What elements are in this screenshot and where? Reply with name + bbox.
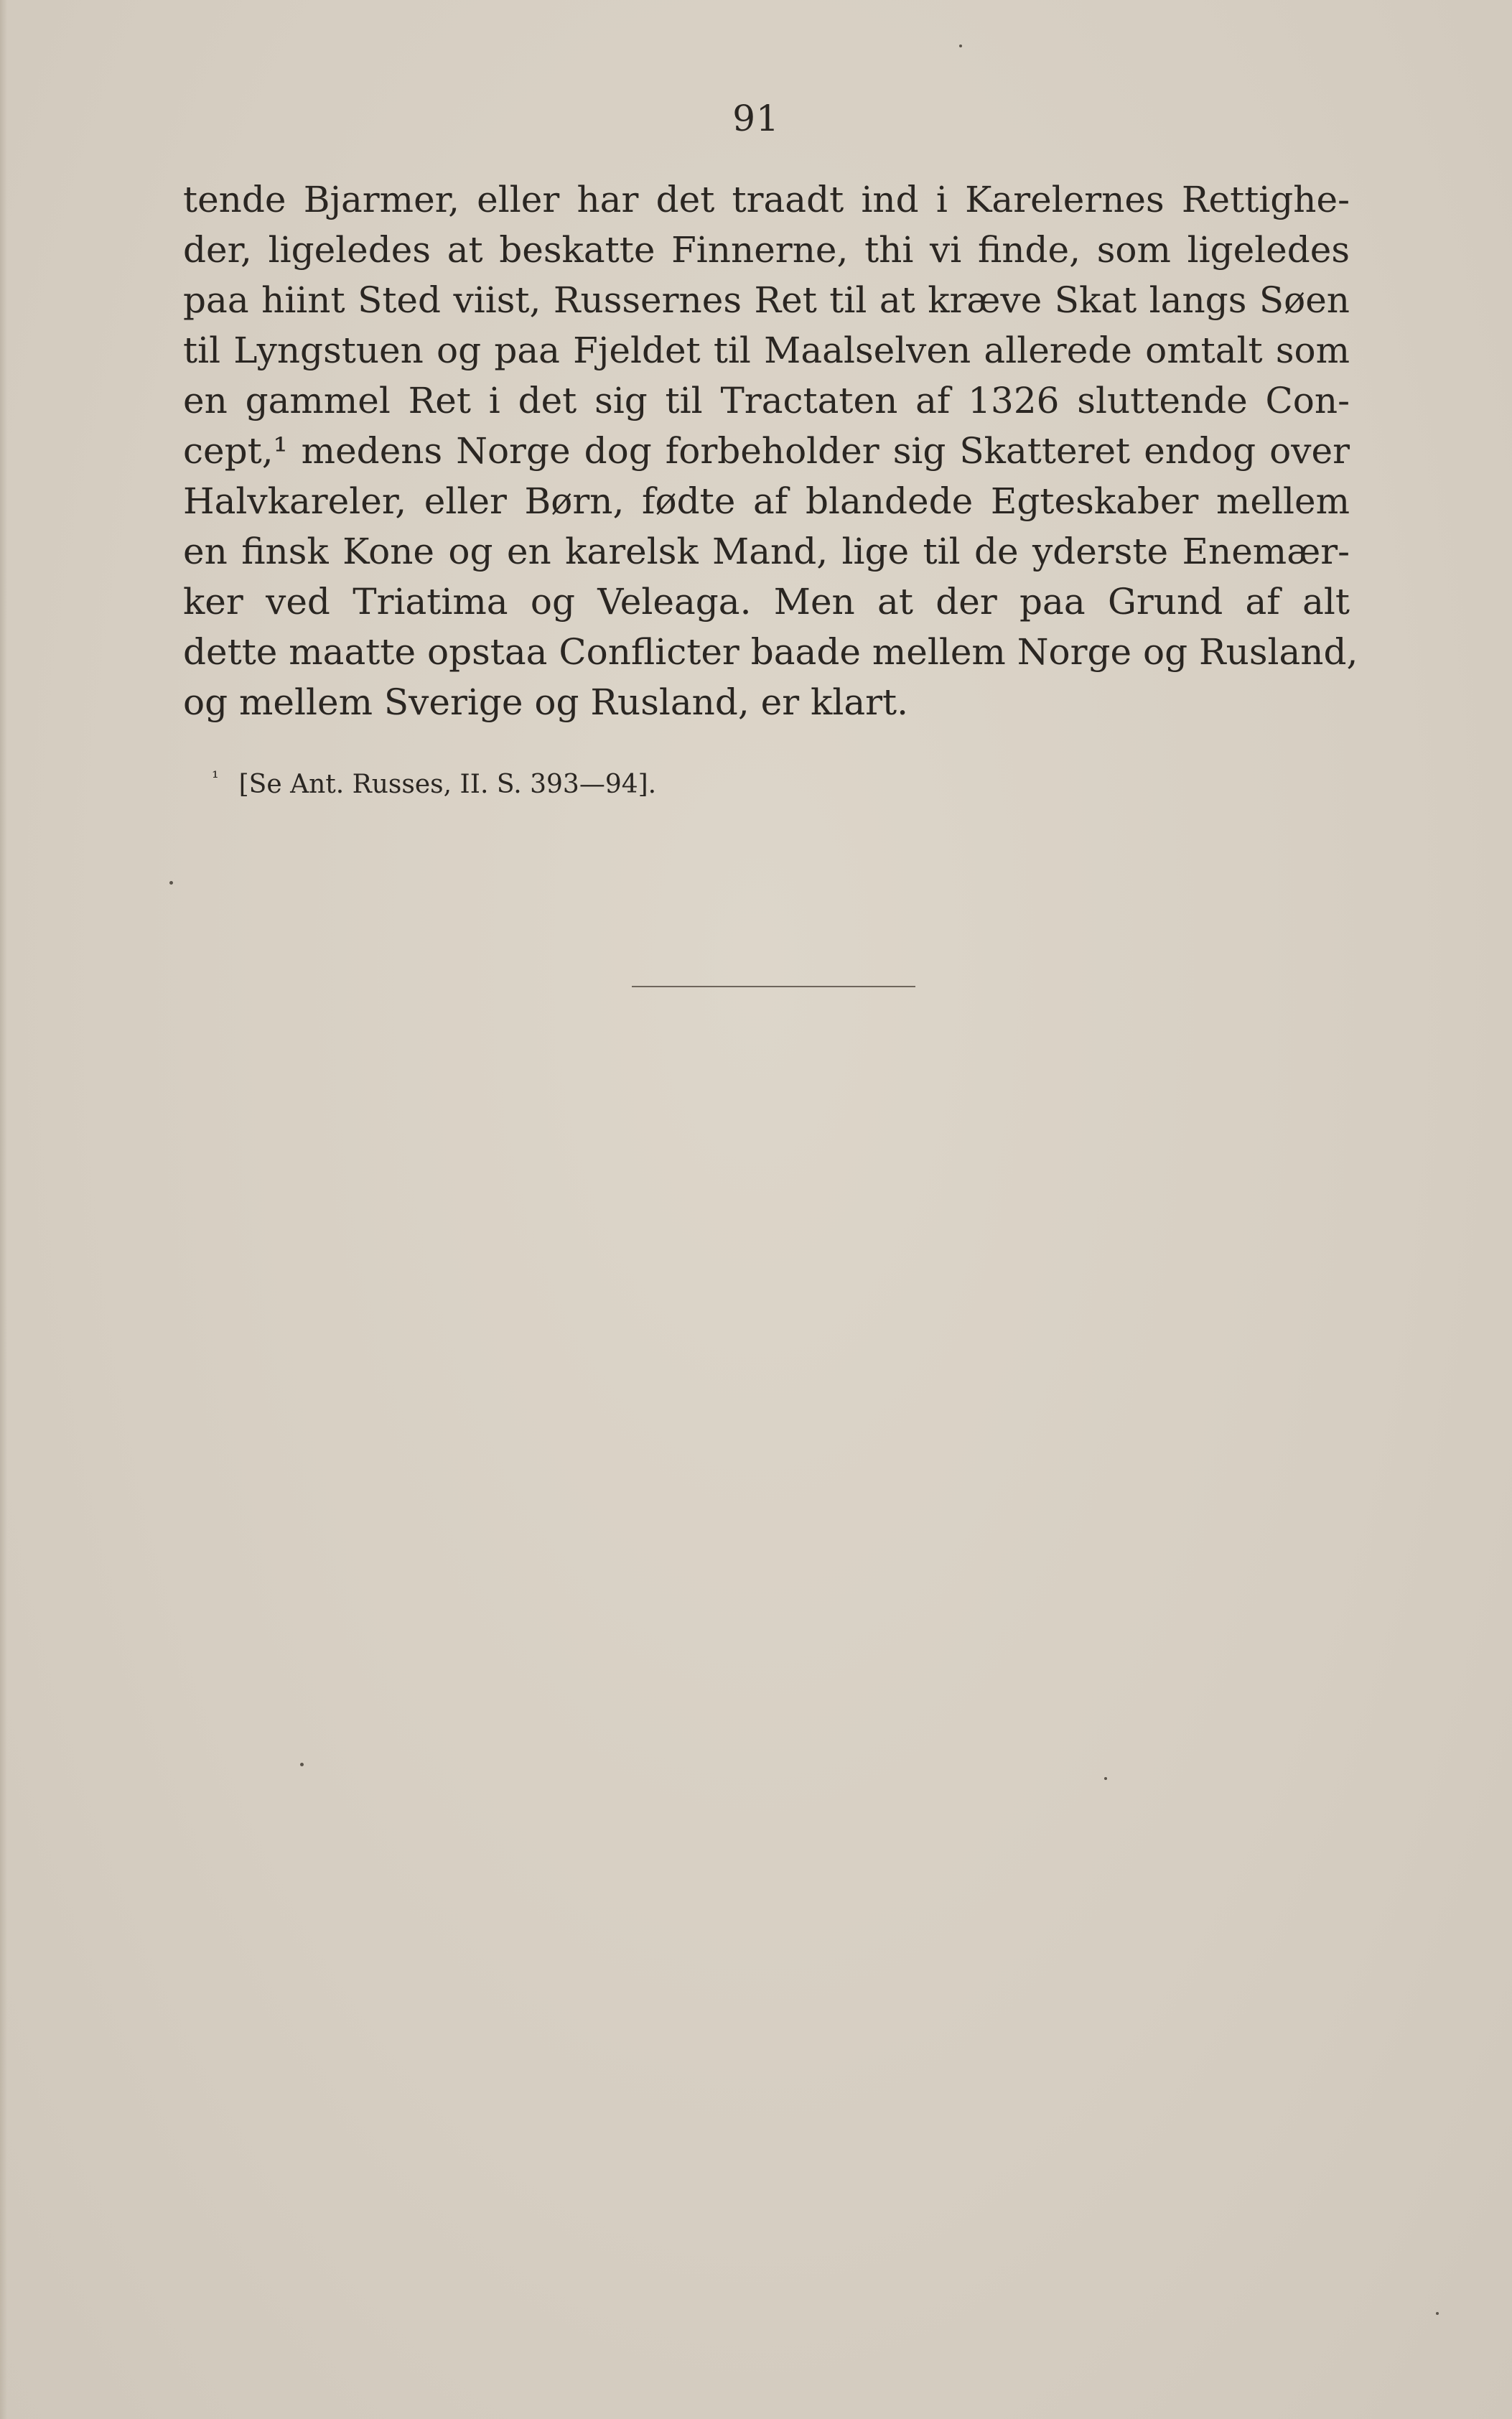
paper-speck <box>959 45 962 47</box>
text-line: der, ligeledes at beskatte Finnerne, thi vi finde, som ligeledes <box>183 229 1350 271</box>
text-line: ker ved Triatima og Veleaga. Men at der paa Grund af alt <box>183 581 1350 623</box>
text-line: en finsk Kone og en karelsk Mand, lige til de yderste Enemær- <box>183 531 1350 572</box>
text-line: cept,¹ medens Norge dog forbeholder sig Skatteret endog over <box>183 430 1350 472</box>
end-rule <box>632 986 915 987</box>
paper-speck <box>300 1763 304 1766</box>
text-line: til Lyngstuen og paa Fjeldet til Maalselven allerede omtalt som <box>183 330 1350 371</box>
footnote-text: [Se Ant. Russes, II. S. 393—94]. <box>238 770 657 799</box>
paper-speck <box>169 881 173 885</box>
footnote <box>212 758 656 805</box>
text-line: tende Bjarmer, eller har det traadt ind i Karelernes Rettighe- <box>183 179 1350 220</box>
paper-speck <box>1436 2312 1439 2315</box>
body-paragraph <box>183 174 1358 727</box>
footnote-marker: ¹ <box>212 768 219 788</box>
text-line: paa hiint Sted viist, Russernes Ret til at kræve Skat langs Søen <box>183 279 1350 321</box>
text-line: dette maatte opstaa Conflicter baade mellem Norge og Rusland, <box>183 631 1358 673</box>
page-left-edge <box>0 0 7 2419</box>
page-number: 91 <box>732 98 780 139</box>
paper-speck <box>1104 1777 1107 1780</box>
text-line: Halvkareler, eller Børn, fødte af blandede Egteskaber mellem <box>183 480 1350 522</box>
text-line: og mellem Sverige og Rusland, er klart. <box>183 681 909 723</box>
text-line: en gammel Ret i det sig til Tractaten af 1326 sluttende Con- <box>183 380 1350 421</box>
